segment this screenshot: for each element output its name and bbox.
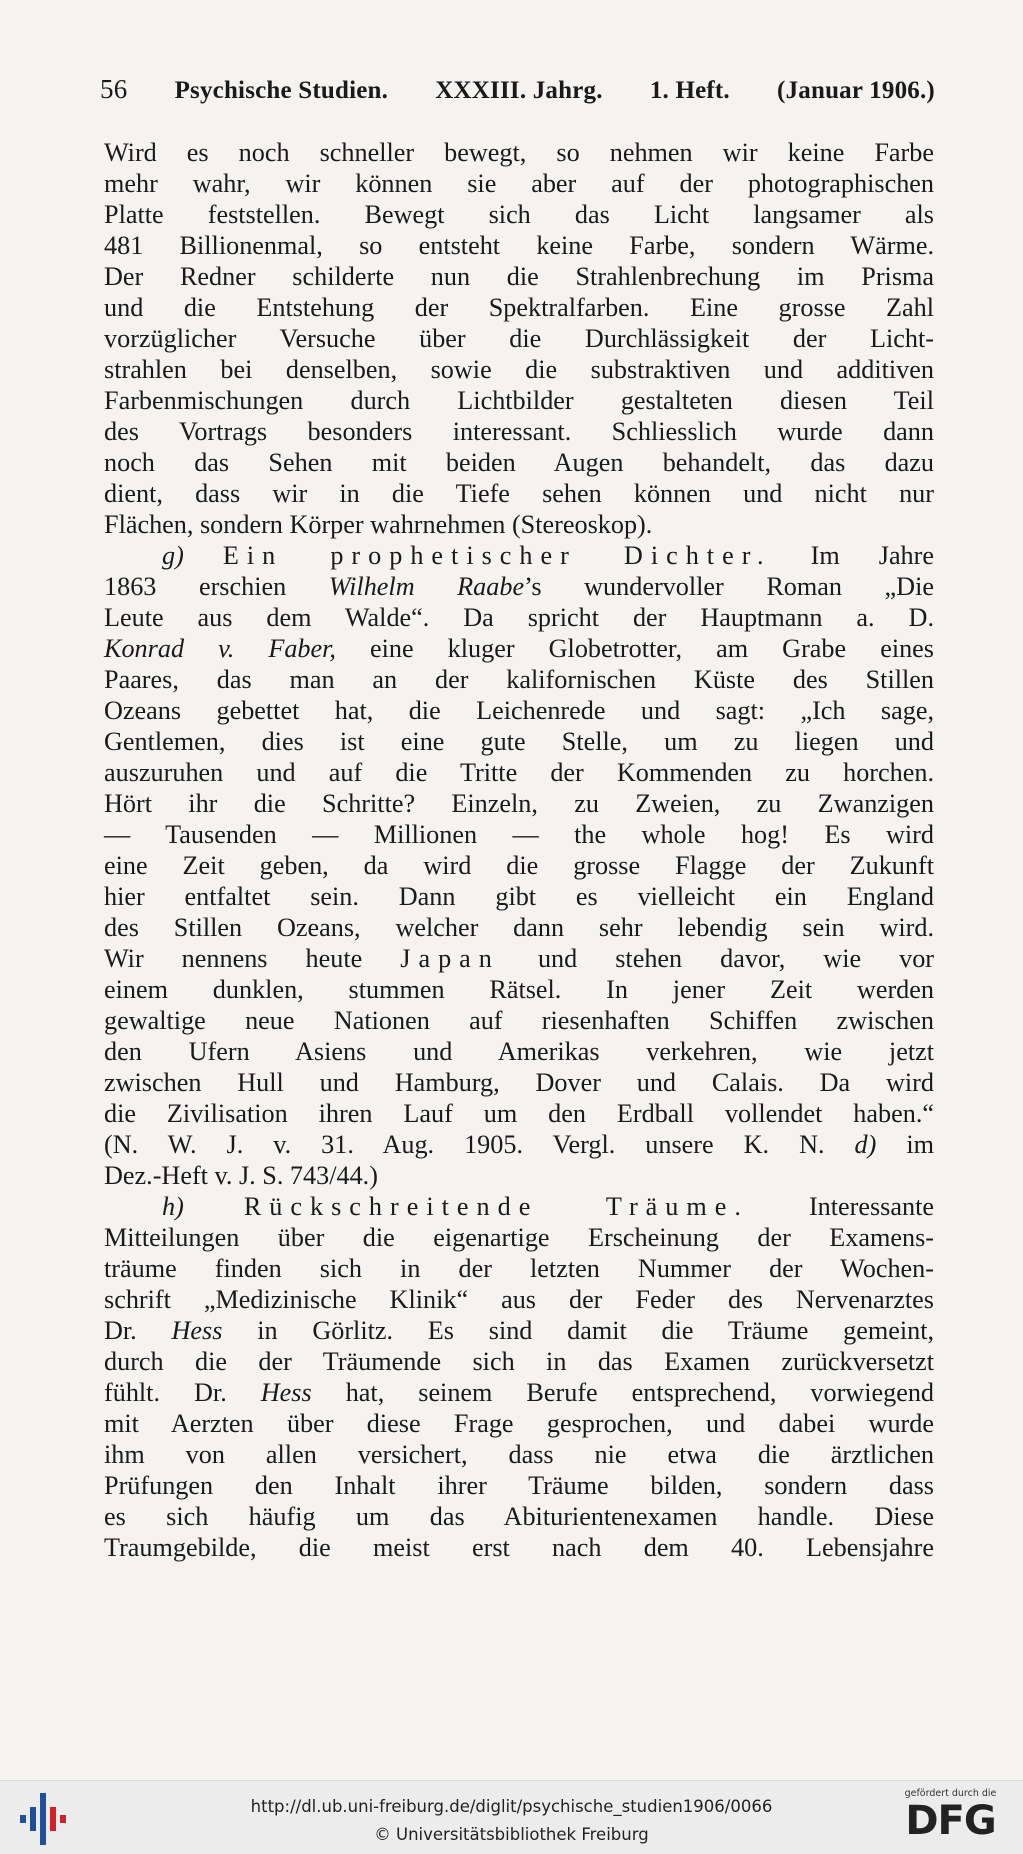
text-fragment: Interessante <box>808 1192 934 1221</box>
text-line: und die Entstehung der Spektralfarben. Eine grosse Zahl <box>104 293 934 322</box>
text-fragment: ’s wundervoller Roman „Die <box>524 572 934 601</box>
body-text <box>104 137 934 1563</box>
text-fragment: fühlt. Dr. <box>104 1378 227 1407</box>
text-fragment: und stehen davor, wie vor <box>537 944 935 973</box>
text-line <box>104 1315 934 1346</box>
text-line: es sich häufig um das Abiturientenexamen handle. Diese <box>104 1502 934 1531</box>
text-line: Der Redner schilderte nun die Strahlenbrechung im Prisma <box>104 262 934 291</box>
emphasis-japan: Japan <box>400 944 500 973</box>
text-line: eine Zeit geben, da wird die grosse Flagge der Zukunft <box>104 851 934 880</box>
text-line <box>104 1377 934 1408</box>
text-line: ihm von allen versichert, dass nie etwa die ärztlichen <box>104 1440 934 1469</box>
text-line: Traumgebilde, die meist erst nach dem 40. Lebensjahre <box>104 1533 934 1562</box>
text-line: Gentlemen, dies ist eine gute Stelle, um zu liegen und <box>104 727 934 756</box>
text-line: träume finden sich in der letzten Nummer der Wochen- <box>104 1254 934 1283</box>
section-title: Ein prophetischer Dichter. <box>222 541 772 570</box>
text-line: Paares, das man an der kalifornischen Küste des Stillen <box>104 665 934 694</box>
page-number: 56 <box>100 74 128 104</box>
text-line: Flächen, sondern Körper wahrnehmen (Stereoskop). <box>104 510 653 539</box>
copyright-notice: © Universitätsbibliothek Freiburg <box>374 1825 649 1844</box>
text-line: zwischen Hull und Hamburg, Dover und Calais. Da wird <box>104 1068 934 1097</box>
text-line: mehr wahr, wir können sie aber auf der photographischen <box>104 169 934 198</box>
text-fragment: Im Jahre <box>810 541 934 570</box>
text-line: Hört ihr die Schritte? Einzeln, zu Zweien, zu Zwanzigen <box>104 789 934 818</box>
text-fragment: (N. W. J. v. 31. Aug. 1905. Vergl. unsere K. N. <box>104 1130 825 1159</box>
author-name: Wilhelm Raabe <box>328 572 525 601</box>
text-line: den Ufern Asiens und Amerikas verkehren, wie jetzt <box>104 1037 934 1066</box>
text-line <box>104 1129 934 1160</box>
text-line <box>104 943 934 974</box>
person-name: Hess <box>260 1378 312 1407</box>
text-line: durch die der Träumende sich in das Examen zurückversetzt <box>104 1347 934 1376</box>
text-fragment: in Görlitz. Es sind damit die Träume gemeint, <box>257 1316 935 1345</box>
reference-letter: d) <box>854 1130 877 1159</box>
volume: XXXIII. Jahrg. <box>435 77 603 104</box>
text-line: Platte feststellen. Bewegt sich das Licht langsamer als <box>104 200 934 229</box>
text-fragment: Wir nennens heute <box>104 944 363 973</box>
text-line: schrift „Medizinische Klinik“ aus der Feder des Nervenarztes <box>104 1285 934 1314</box>
text-fragment: im <box>906 1130 935 1159</box>
text-line: mit Aerzten über diese Frage gesprochen, und dabei wurde <box>104 1409 934 1438</box>
text-line: Ozeans gebettet hat, die Leichenrede und sagt: „Ich sage, <box>104 696 934 725</box>
section-title: Rückschreitende Träume. <box>243 1192 749 1221</box>
text-fragment: hat, seinem Berufe entsprechend, vorwiegend <box>345 1378 935 1407</box>
viewer-footer <box>0 1780 1023 1854</box>
text-line: Wird es noch schneller bewegt, so nehmen wir keine Farbe <box>104 138 934 167</box>
text-line: des Stillen Ozeans, welcher dann sehr lebendig sein wird. <box>104 913 934 942</box>
text-line <box>104 571 934 602</box>
text-fragment: 1863 erschien <box>104 572 287 601</box>
issue-date: (Januar 1906.) <box>777 77 935 104</box>
dfg-logo <box>898 1788 1003 1843</box>
text-line <box>104 633 934 664</box>
text-line: Leute aus dem Walde“. Da spricht der Hauptmann a. D. <box>104 603 934 632</box>
text-line: vorzüglicher Versuche über die Durchlässigkeit der Licht- <box>104 324 934 353</box>
section-g-heading-line <box>104 540 934 571</box>
section-marker: g) <box>162 541 184 570</box>
dfg-caption: gefördert durch die <box>904 1788 997 1799</box>
text-line: — Tausenden — Millionen — the whole hog! Es wird <box>104 820 934 849</box>
character-name: Konrad v. Faber, <box>104 634 336 663</box>
text-line: auszuruhen und auf die Tritte der Kommenden zu horchen. <box>104 758 934 787</box>
permalink[interactable]: http://dl.ub.uni-freiburg.de/diglit/psychische_studien1906/0066 <box>250 1797 773 1816</box>
text-line: einem dunklen, stummen Rätsel. In jener Zeit werden <box>104 975 934 1004</box>
text-line: des Vortrags besonders interessant. Schliesslich wurde dann <box>104 417 934 446</box>
text-line: dient, dass wir in die Tiefe sehen können und nicht nur <box>104 479 934 508</box>
text-line: noch das Sehen mit beiden Augen behandelt, das dazu <box>104 448 934 477</box>
running-header <box>100 74 935 105</box>
text-line: Mitteilungen über die eigenartige Erscheinung der Examens- <box>104 1223 934 1252</box>
section-marker: h) <box>162 1192 184 1221</box>
text-line: 481 Billionenmal, so entsteht keine Farbe, sondern Wärme. <box>104 231 934 260</box>
text-fragment: eine kluger Globetrotter, am Grabe eines <box>370 634 934 663</box>
text-line: Dez.-Heft v. J. S. 743/44.) <box>104 1161 378 1190</box>
journal-title: Psychische Studien. <box>174 77 389 104</box>
issue: 1. Heft. <box>649 77 730 104</box>
text-fragment: Dr. <box>104 1316 137 1345</box>
text-line: Farbenmischungen durch Lichtbilder gestalteten diesen Teil <box>104 386 934 415</box>
text-line: gewaltige neue Nationen auf riesenhaften Schiffen zwischen <box>104 1006 934 1035</box>
text-line: die Zivilisation ihren Lauf um den Erdball vollendet haben.“ <box>104 1099 934 1128</box>
person-name: Hess <box>171 1316 223 1345</box>
text-line: hier entfaltet sein. Dann gibt es vielleicht ein England <box>104 882 934 911</box>
dfg-wordmark: DFG <box>905 1798 996 1844</box>
section-h-heading-line <box>104 1191 934 1222</box>
text-line: Prüfungen den Inhalt ihrer Träume bilden, sondern dass <box>104 1471 934 1500</box>
text-line: strahlen bei denselben, sowie die substraktiven und additiven <box>104 355 934 384</box>
